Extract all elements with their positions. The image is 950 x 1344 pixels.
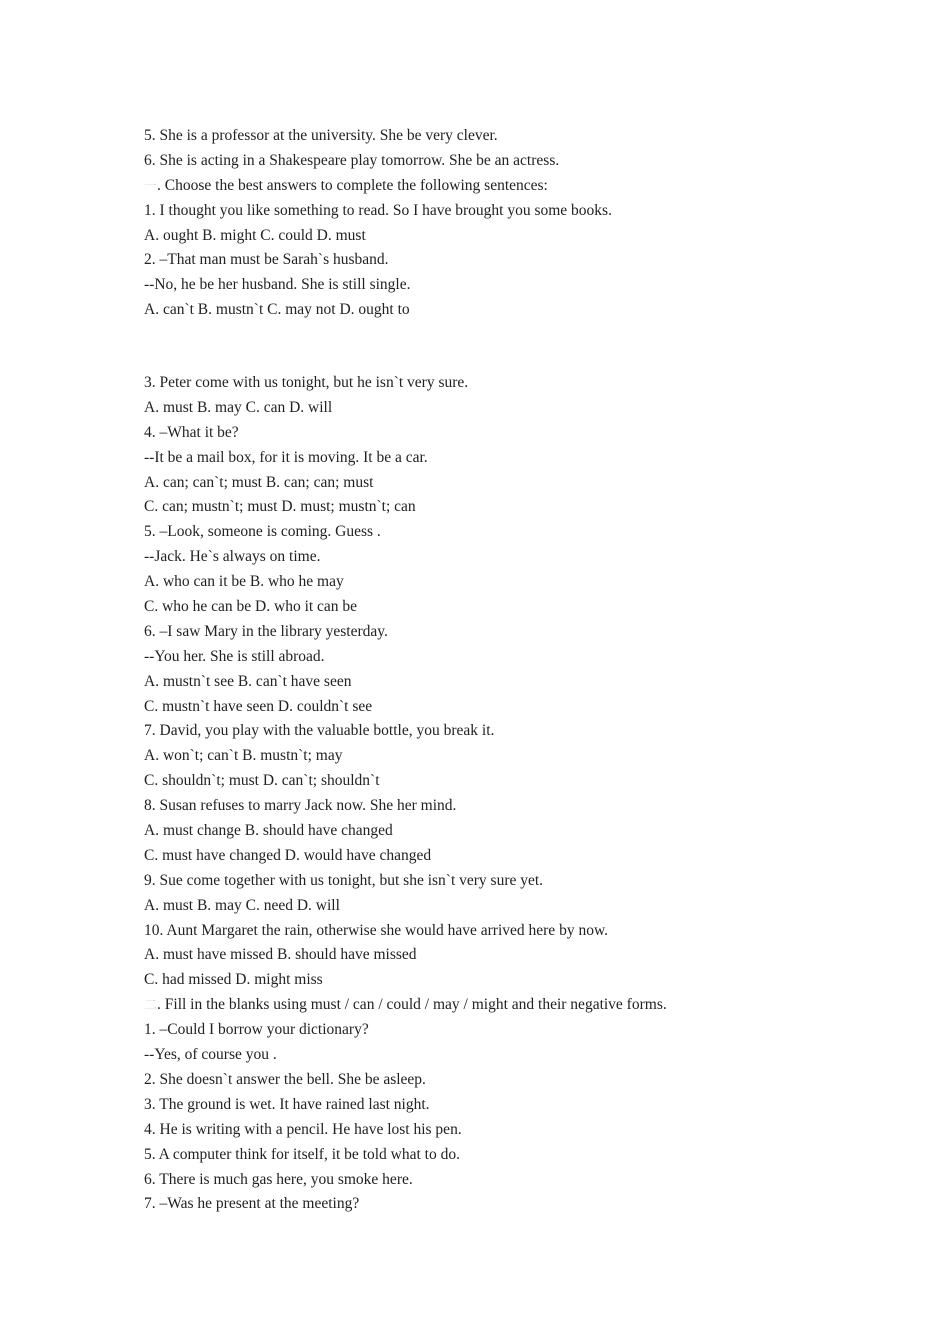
answer-options: C. had missed D. might miss [144, 971, 323, 989]
dialogue-line: --Jack. He`s always on time. [144, 548, 321, 566]
text-block-top [144, 124, 904, 323]
answer-options: A. must have missed B. should have missed [144, 946, 417, 964]
section-numeral: 二 [144, 998, 158, 1014]
answer-options: A. mustn`t see B. can`t have seen [144, 672, 352, 690]
dialogue-line: --You her. She is still abroad. [144, 647, 325, 665]
question-1: 1. I thought you like something to read. So I have brought you some books. [144, 201, 612, 219]
question-9: 9. Sue come together with us tonight, but she isn`t very sure yet. [144, 871, 544, 889]
section-heading-two: 二. Fill in the blanks using must / can / could / may / might and their negative forms. [144, 996, 667, 1014]
fill-question-3: 3. The ground is wet. It have rained last night. [144, 1095, 430, 1113]
dialogue-line: --It be a mail box, for it is moving. It be a car. [144, 448, 428, 466]
answer-options: C. can; mustn`t; must D. must; mustn`t; can [144, 498, 416, 516]
fill-question-5: 5. A computer think for itself, it be told what to do. [144, 1145, 460, 1163]
question-7: 7. David, you play with the valuable bottle, you break it. [144, 722, 495, 740]
answer-options: A. must B. may C. can D. will [144, 398, 333, 416]
answer-options: A. ought B. might C. could D. must [144, 226, 366, 244]
answer-options: C. who he can be D. who it can be [144, 598, 358, 616]
text-block-bottom [144, 371, 904, 1217]
dialogue-line: --Yes, of course you . [144, 1046, 277, 1064]
question-8: 8. Susan refuses to marry Jack now. She her mind. [144, 797, 457, 815]
text-line: 6. She is acting in a Shakespeare play tomorrow. She be an actress. [144, 151, 560, 169]
answer-options: C. mustn`t have seen D. couldn`t see [144, 697, 373, 715]
answer-options: C. must have changed D. would have changed [144, 846, 432, 864]
answer-options: A. must change B. should have changed [144, 822, 393, 840]
answer-options: A. won`t; can`t B. mustn`t; may [144, 747, 343, 765]
fill-question-6: 6. There is much gas here, you smoke here. [144, 1170, 413, 1188]
question-10: 10. Aunt Margaret the rain, otherwise she would have arrived here by now. [144, 921, 609, 939]
answer-options: A. who can it be B. who he may [144, 573, 344, 591]
question-2: 2. –That man must be Sarah`s husband. [144, 251, 389, 269]
answer-options: A. can`t B. mustn`t C. may not D. ought to [144, 301, 410, 319]
fill-question-1: 1. –Could I borrow your dictionary? [144, 1021, 369, 1039]
text-line: 5. She is a professor at the university. She be very clever. [144, 127, 498, 144]
fill-question-7: 7. –Was he present at the meeting? [144, 1195, 360, 1213]
section-heading-one: 一. Choose the best answers to complete the following sentences: [144, 176, 548, 194]
answer-options: A. must B. may C. need D. will [144, 896, 340, 914]
fill-question-2: 2. She doesn`t answer the bell. She be asleep. [144, 1070, 426, 1088]
question-3: 3. Peter come with us tonight, but he isn`t very sure. [144, 374, 469, 391]
answer-options: C. shouldn`t; must D. can`t; shouldn`t [144, 772, 380, 790]
question-6: 6. –I saw Mary in the library yesterday. [144, 622, 388, 640]
question-5: 5. –Look, someone is coming. Guess . [144, 523, 381, 541]
answer-options: A. can; can`t; must B. can; can; must [144, 473, 374, 491]
fill-question-4: 4. He is writing with a pencil. He have lost his pen. [144, 1120, 462, 1138]
section-numeral: 一 [144, 178, 158, 194]
question-4: 4. –What it be? [144, 423, 239, 441]
dialogue-line: --No, he be her husband. She is still single. [144, 276, 411, 294]
